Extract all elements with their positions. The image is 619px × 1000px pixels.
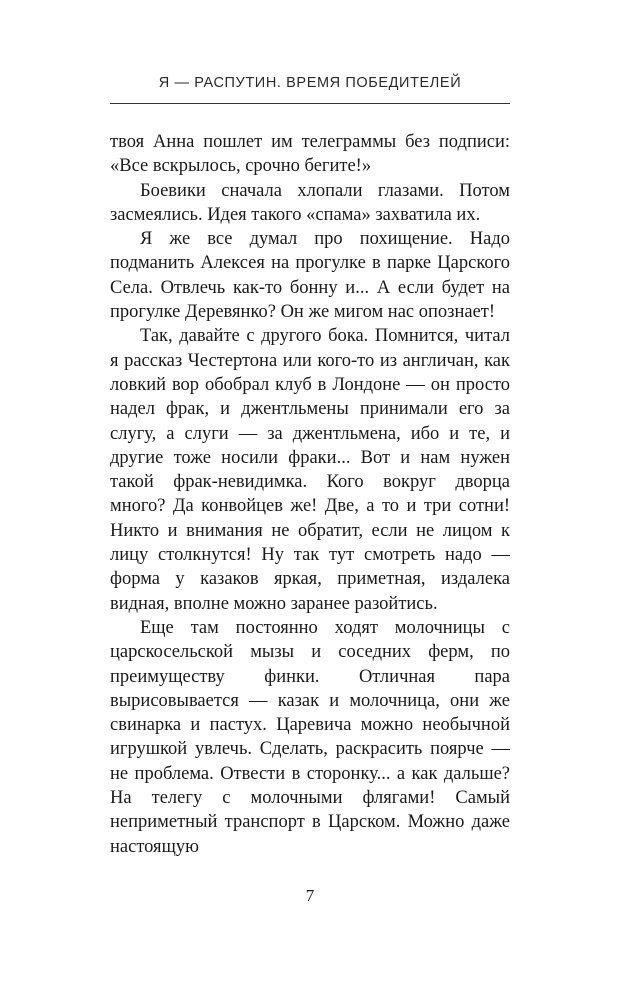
paragraph: Так, давайте с другого бока. Помнится, читал я рассказ Честертона или кого-то из англичан, как ловкий вор обобрал клуб в Лондоне — он просто надел фрак, и джентльмены принимали его за слугу, а слуги — за джентльмена, ибо и те, и другие тоже носили фраки... Вот и нам нужен такой фрак-невидимка. Кого вокруг дворца много? Да конвойцев же! Две, а то и три сотни! Никто и внимания не обратит, если не лицом к лицу столкнутся! Ну так тут смотреть надо — форма у казаков яркая, приметная, издалека видная, вполне можно заранее разойтись.	[110, 326, 510, 614]
header-rule	[110, 103, 510, 104]
main-text	[110, 130, 510, 859]
paragraph: твоя Анна пошлет им телеграммы без подписи: «Все вскрылось, срочно бегите!»	[110, 132, 510, 177]
running-header: Я — РАСПУТИН. ВРЕМЯ ПОБЕДИТЕЛЕЙ	[158, 75, 462, 91]
paragraph: Боевики сначала хлопали глазами. Потом засмеялись. Идея такого «спама» захватила их.	[110, 180, 510, 225]
page-number: 7	[305, 886, 315, 905]
paragraph: Еще там постоянно ходят молочницы с царскосельской мызы и соседних ферм, по преимуществу финки. Отличная пара вырисовывается — казак и молочница, они же свинарка и пастух. Царевича можно необычной игрушкой увлечь. Сделать, раскрасить поярче — не проблема. Отвести в сторонку... а как дальше? На телегу с молочными флягами! Самый неприметный транспорт в Царском. Можно даже настоящую	[110, 617, 510, 857]
paragraph: Я же все думал про похищение. Надо подманить Алексея на прогулке в парке Царского Села. Отвлечь как-то бонну и... А если будет на прогулке Деревянко? Он же мигом нас опознает!	[110, 229, 510, 323]
